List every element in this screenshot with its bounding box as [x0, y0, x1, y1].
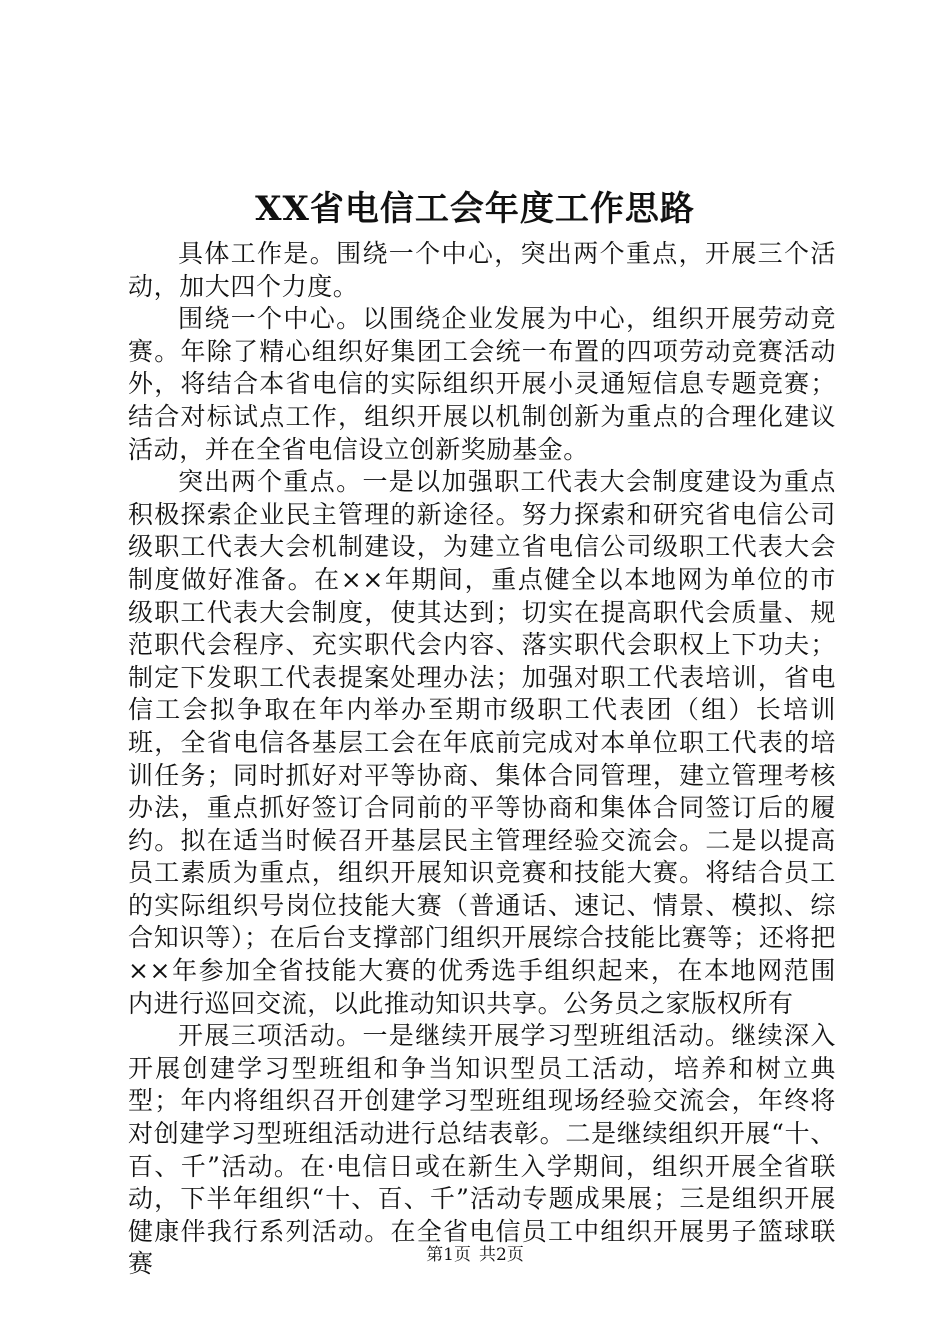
paragraph: 具体工作是。围绕一个中心，突出两个重点，开展三个活动，加大四个力度。 — [128, 239, 836, 301]
page-footer — [0, 1244, 950, 1266]
page-total: 共2页 — [479, 1245, 524, 1265]
document-title: XX省电信工会年度工作思路 — [255, 189, 695, 229]
paragraph: 突出两个重点。一是以加强职工代表大会制度建设为重点积极探索企业民主管理的新途径。努力探索和研究省电信公司级职工代表大会机制建设，为建立省电信公司级职工代表大会制度做好准备。在××年期间，重点健全以本地网为单位的市级职工代表大会制度，使其达到；切实在提高职代会质量、规范职代会程序、充实职代会内容、落实职代会职权上下功夫；制定下发职工代表提案处理办法；加强对职工代表培训，省电信工会拟争取在年内举办至期市级职工代表团（组）长培训班，全省电信各基层工会在年底前完成对本单位职工代表的培训任务；同时抓好对平等协商、集体合同管理，建立管理考核办法，重点抓好签订合同前的平等协商和集体合同签订后的履约。拟在适当时候召开基层民主管理经验交流会。二是以提高员工素质为重点，组织开展知识竞赛和技能大赛。将结合员工的实际组织号岗位技能大赛（普通话、速记、情景、模拟、综合知识等）；在后台支撑部门组织开展综合技能比赛等；还将把××年参加全省技能大赛的优秀选手组织起来，在本地网范围内进行巡回交流，以此推动知识共享。公务员之家版权所有 — [128, 467, 836, 1018]
page-number: 第1页 — [426, 1245, 471, 1265]
paragraph: 围绕一个中心。以围绕企业发展为中心，组织开展劳动竞赛。年除了精心组织好集团工会统一布置的四项劳动竞赛活动外，将结合本省电信的实际组织开展小灵通短信息专题竞赛；结合对标试点工作，组织开展以机制创新为重点的合理化建议活动，并在全省电信设立创新奖励基金。 — [128, 304, 836, 464]
paragraph: 开展三项活动。一是继续开展学习型班组活动。继续深入开展创建学习型班组和争当知识型员工活动，培养和树立典型；年内将组织召开创建学习型班组现场经验交流会，年终将对创建学习型班组活动进行总结表彰。二是继续组织开展“十、百、千”活动。在·电信日或在新生入学期间，组织开展全省联动，下半年组织“十、百、千”活动专题成果展；三是组织开展健康伴我行系列活动。在全省电信员工中组织开展男子篮球联赛 — [128, 1021, 836, 1279]
document-body — [128, 238, 836, 1281]
